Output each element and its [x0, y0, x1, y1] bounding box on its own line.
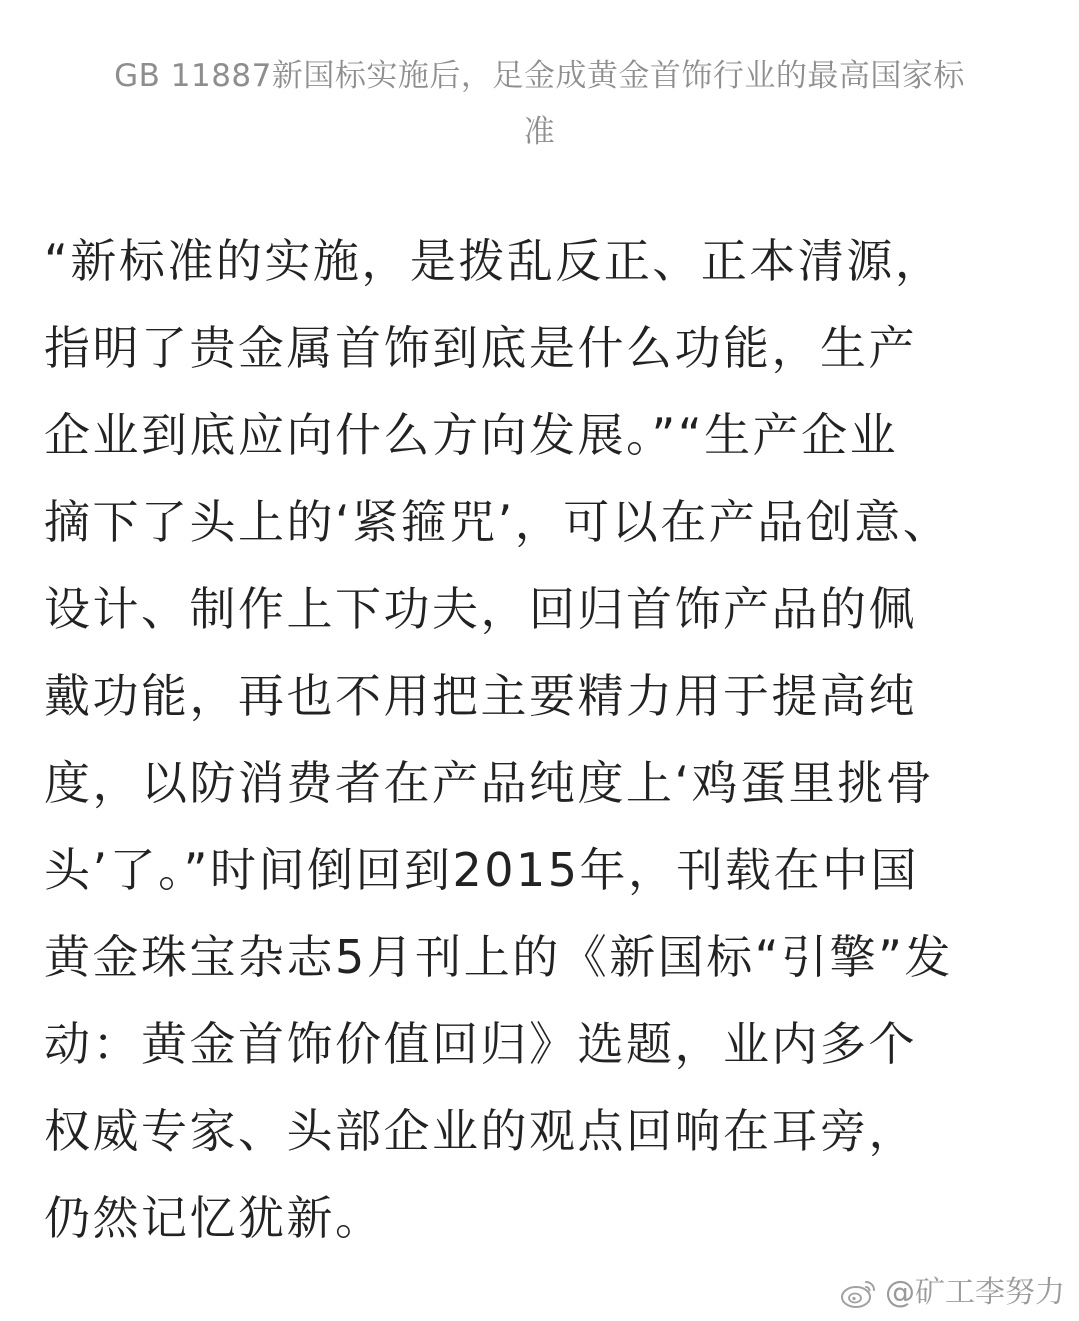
paragraph-line: 仍然记忆犹新。 — [44, 1191, 384, 1245]
paragraph-line: 度，以防消费者在产品纯度上‘鸡蛋里挑骨 — [44, 756, 935, 810]
paragraph-line: 摘下了头上的‘紧箍咒’，可以在产品创意、 — [44, 495, 952, 549]
paragraph-line: 动：黄金首饰价值回归》选题，业内多个 — [44, 1017, 917, 1071]
paragraph-line: 权威专家、头部企业的观点回响在耳旁， — [44, 1104, 917, 1158]
paragraph-line: 黄金珠宝杂志5月刊上的《新国标“引擎”发 — [44, 930, 953, 984]
caption-line: 准 — [523, 114, 556, 150]
article-paragraph — [44, 218, 1034, 1262]
paragraph-line: “新标准的实施，是拨乱反正、正本清源， — [44, 234, 944, 288]
image-caption — [40, 48, 1039, 160]
paragraph-line: 头’了。”时间倒回到2015年，刊载在中国 — [44, 843, 920, 897]
watermark — [839, 1273, 1065, 1313]
weibo-logo-icon — [839, 1277, 879, 1309]
paragraph-line: 设计、制作上下功夫，回归首饰产品的佩 — [44, 582, 917, 636]
paragraph-line: 企业到底应向什么方向发展。”“生产企业 — [44, 408, 899, 462]
paragraph-line: 戴功能，再也不用把主要精力用于提高纯 — [44, 669, 917, 723]
watermark-text: @矿工李努力 — [885, 1275, 1065, 1310]
caption-line: GB 11887新国标实施后，足金成黄金首饰行业的最高国家标 — [114, 58, 965, 94]
paragraph-line: 指明了贵金属首饰到底是什么功能，生产 — [44, 321, 917, 375]
